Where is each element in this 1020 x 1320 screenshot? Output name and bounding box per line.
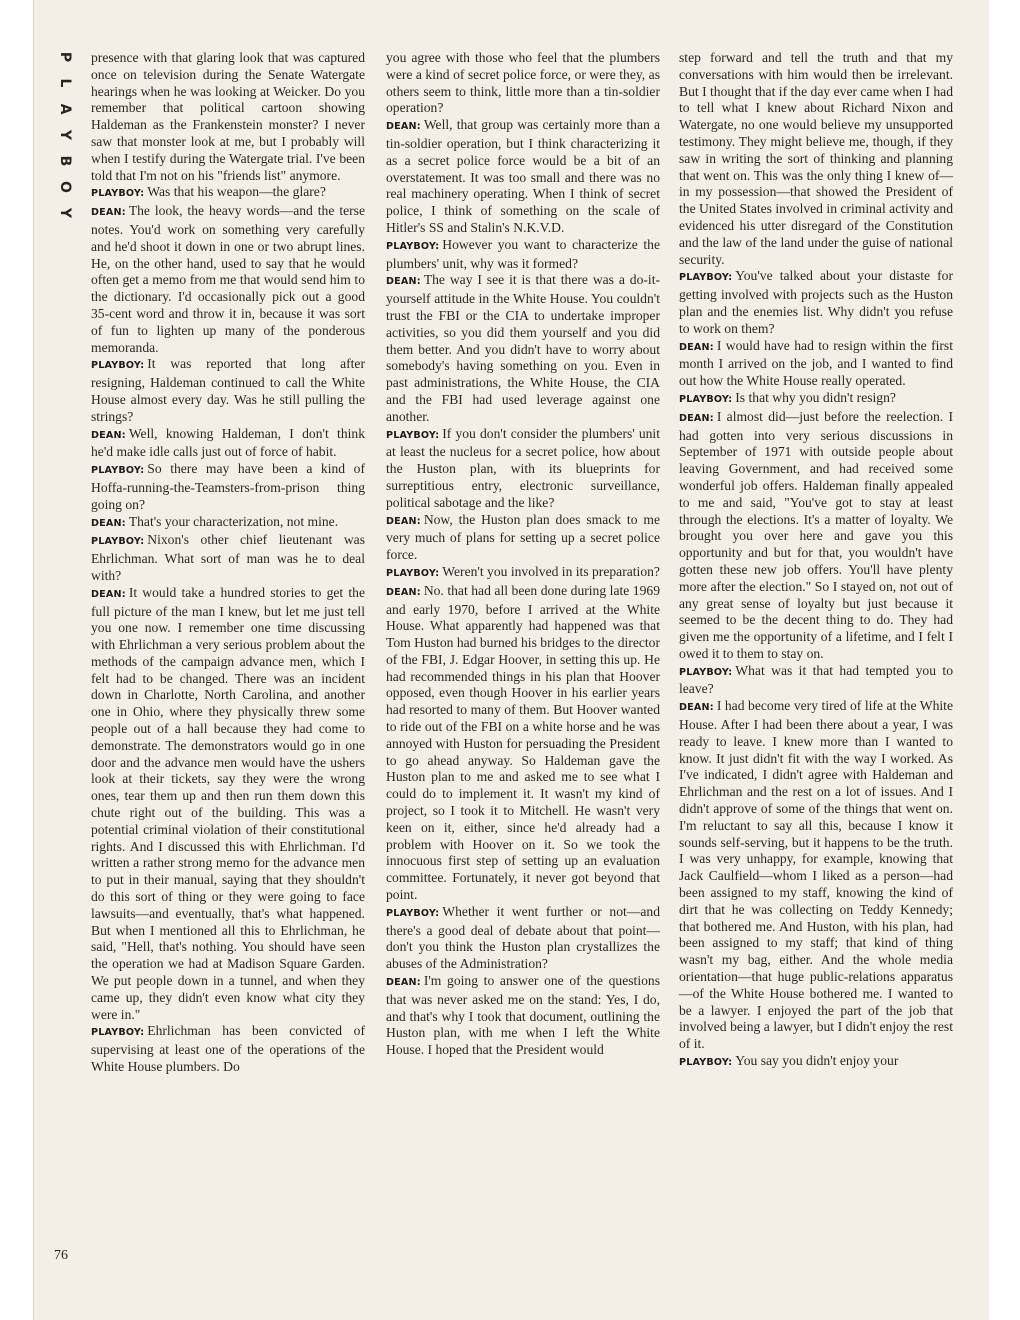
interview-paragraph [91,461,365,513]
interview-paragraph [679,1053,953,1072]
text-column-2 [386,50,660,1059]
interview-paragraph [386,117,660,237]
paragraph-text: You've talked about your distaste for getting involved with projects such as the Huston plan and the enemies list. Why didn't you refuse to work on them? [679,268,953,336]
interview-paragraph [386,50,660,117]
paragraph-text: Ehrlichman has been convicted of supervising at least one of the operations of the White House plumbers. Do [91,1023,365,1075]
interview-paragraph [91,514,365,533]
interview-paragraph [91,532,365,584]
paragraph-text: Was that his weapon—the glare? [147,184,326,200]
interview-paragraph [91,184,365,203]
speaker-label: DEAN: [679,702,714,714]
paragraph-text: I would have had to resign within the first month I arrived on the job, and I wanted to find out how the White House really operated. [679,337,953,389]
speaker-label: PLAYBOY: [91,360,145,372]
paragraph-text: That's your characterization, not mine. [128,513,339,529]
speaker-label: DEAN: [386,515,421,527]
speaker-label: PLAYBOY: [386,567,440,579]
interview-paragraph [679,390,953,409]
interview-paragraph [679,698,953,1053]
paragraph-text: step forward and tell the truth and that my conversations with him would then be irrelevant. But I thought that if the day ever came when I had to tell what I knew about Richard Nixon and Watergate, no one would believe my unsupported testimony. They might believe me, though, if they saw in writing the sort of thinking and planning that went on. This was the only thing I knew of—in my possession—that showed the President of the United States involved in criminal activity and evidenced his utter disregard of the Constitution and the law of the land under the guise of national security. [679,50,953,267]
paragraph-text: You say you didn't enjoy your [735,1053,899,1069]
paragraph-text: Well, that group was certainly more than a tin-soldier operation, but I think characterizing it as a secret police force would be a bit of an overstatement. It was too small and there was no real machinery operating. When I think of secret police, I think of something on the scale of Hitler's SS and Stalin's N.K.V.D. [386,117,660,235]
interview-paragraph [91,426,365,462]
paragraph-text: The look, the heavy words—and the terse notes. You'd work on something very carefully and he'd shoot it down in one or two abrupt lines. He, on the other hand, used to say that he would often get a memo from me that would send him to the dictionary. I'd occasionally pick out a good 35-cent word and throw it in, because it was sort of fun to lighten up many of the ponderous memoranda. [91,203,365,355]
speaker-label: PLAYBOY: [91,188,145,200]
paragraph-text: I'm going to answer one of the questions that was never asked me on the stand: Yes, I do, and that's why I took that document, outlining the Huston plan, with me when I left the White House. I hoped that the President would [386,973,660,1058]
interview-paragraph [91,356,365,425]
paragraph-text: No. that had all been done during late 1969 and early 1970, before I arrived at the White House. What apparently had happened was that Tom Huston had burned his bridges to the director of the FBI, J. Edgar Hoover, in setting this up. He had recommended things in his plan that Hoover opposed, even though Hoover in his earlier years had resorted to many of them. But Hoover wanted to ride out of the FBI on a white horse and he was annoyed with Huston for persuading the President to go ahead anyway. So Haldeman gave the Huston plan to me and asked me to see what I could do to implement it. It wasn't my kind of project, so I took it to Mitchell. He wasn't very keen on it, either, since he'd already had a problem with Hoover on it. So we took the innocuous first step of setting up an evaluation committee. Fortunately, it never got beyond that point. [386,582,660,903]
interview-paragraph [386,973,660,1059]
speaker-label: PLAYBOY: [91,1027,145,1039]
speaker-label: DEAN: [91,517,126,529]
paragraph-text: It would take a hundred stories to get the full picture of the man I knew, but let me just tell you one now. I remember one time discussing with Ehrlichman a very serious problem about the methods of the campaign advance men, which I felt had to be changed. There was an incident down in Charlotte, North Carolina, and another one in Ohio, where they physically threw some people out of a hall because they had come to demonstrate. The demonstrators would go in one door and the advance men would have the ushers look at their tickets, say they were the wrong ones, tear them up and then run them down this chute right out of the building. This was a potential criminal violation of their constitutional rights. And I discussed this with Ehrlichman. I'd written a rather strong memo for the advance men to put in their manual, saying that they shouldn't do this sort of thing or they were going to face lawsuits—and eventually, that's what happened. But when I mentioned all this to Ehrlichman, he said, "Hell, that's nothing. You should have seen the operation we had at Madison Square Garden. We put people down in a tunnel, and when they came up, they didn't even know what city they were in." [91,584,365,1022]
logo-letter: O [57,181,73,193]
playboy-side-logo [54,44,76,226]
logo-letter: Y [57,129,73,141]
logo-letter: Y [57,207,73,219]
speaker-label: PLAYBOY: [386,240,440,252]
paragraph-text: Well, knowing Haldeman, I don't think he'd make idle calls just out of force of habit. [91,425,365,460]
speaker-label: DEAN: [91,588,126,600]
text-column-1 [91,50,365,1076]
interview-paragraph [679,663,953,699]
paragraph-text: I almost did—just before the reelection. I had gotten into very serious discussions in September of 1971 with outside people about leaving Government, and had received some wonderful job offers. Haldeman finally appealed to me and said, "You've got to stay at least through the elections. It's a matter of loyalty. We brought you over here and gave you this opportunity and but for that, you wouldn't have gotten these new job offers. You'll have plenty more after the election." So I stayed on, not out of any great sense of loyalty but just because it seemed to be the decent thing to do. They had given me the opportunity of a lifetime, and I felt I owed it to them to stay on. [679,408,953,661]
speaker-label: DEAN: [679,341,714,353]
logo-letter: P [57,51,73,63]
interview-paragraph [679,50,953,268]
interview-paragraph [679,268,953,337]
paragraph-text: However you want to characterize the plumbers' unit, why was it formed? [386,236,660,271]
interview-paragraph [386,272,660,425]
logo-letter: L [57,78,73,88]
interview-paragraph [91,50,365,184]
paragraph-text: What was it that had tempted you to leave? [679,662,953,697]
interview-paragraph [91,585,365,1024]
paragraph-text: The way I see it is that there was a do-it-yourself attitude in the White House. You couldn't trust the FBI or the CIA to undertake improper activities, so you did them yourself and you did them better. And you didn't have to worry about somebody's having something on you. Even in past administrations, the White House, the CIA and the FBI had used leverage against one another. [386,272,660,424]
paragraph-text: It was reported that long after resigning, Haldeman continued to call the White House almost every day. Was he still pulling the strings? [91,356,365,424]
paragraph-text: Nixon's other chief lieutenant was Ehrlichman. What sort of man was he to deal with? [91,532,365,583]
paragraph-text: you agree with those who feel that the plumbers were a kind of secret police force, or were they, as others seem to think, little more than a tin-soldier operation? [386,50,660,116]
speaker-label: DEAN: [386,977,421,989]
paragraph-text: presence with that glaring look that was captured once on television during the Senate Watergate hearings when he was looking at Weicker. Do you remember that political cartoon showing Haldeman as the Frankenstein monster? I never saw that monster look at me, but I probably will when I testify during the Watergate trial. I've been told that I'm not on his "friends list" anymore. [91,50,365,183]
speaker-label: PLAYBOY: [91,465,145,477]
paragraph-text: Now, the Huston plan does smack to me very much of plans for setting up a secret police force. [386,511,660,563]
speaker-label: DEAN: [679,412,714,424]
page-number: 76 [54,1248,68,1263]
interview-paragraph [386,237,660,273]
speaker-label: DEAN: [386,121,421,133]
speaker-label: DEAN: [386,586,421,598]
interview-paragraph [91,1023,365,1075]
speaker-label: PLAYBOY: [679,1057,733,1069]
interview-paragraph [386,512,660,564]
text-column-3 [679,50,953,1072]
interview-paragraph [386,904,660,973]
speaker-label: PLAYBOY: [679,272,733,284]
speaker-label: DEAN: [91,207,126,219]
paragraph-text: Weren't you involved in its preparation? [442,563,660,579]
logo-letter: B [57,155,73,167]
paragraph-text: I had become very tired of life at the White House. After I had been there about a year, I was ready to leave. I knew more than I wanted to know. It just didn't fit with the way I worked. As I've indicated, I didn't agree with Haldeman and Ehrlichman and the rest on a lot of issues. And I didn't approve of some of the things that went on. I'm reluctant to say all this, because I know it sounds self-serving, but it happens to be the truth. I was very unhappy, for example, knowing that Jack Caulfield—whom I liked as a person—had been assigned to my staff, knowing the kind of dirt that he was collecting on Teddy Kennedy; that bothered me. And Huston, with his plan, had been assigned to my staff; that kind of thing wasn't my bag, either. And the whole media orientation—that huge public-relations apparatus—of the White House bothered me. I wanted to be a lawyer. I enjoyed the part of the job that involved being a lawyer, but I didn't enjoy the rest of it. [679,698,953,1052]
speaker-label: PLAYBOY: [386,429,440,441]
paragraph-text: If you don't consider the plumbers' unit at least the nucleus for a secret police, how about the Huston plan, with its blueprints for surreptitious entry, electronic surveillance, political sabotage and the like? [386,425,660,510]
interview-paragraph [386,583,660,904]
paragraph-text: Is that why you didn't resign? [735,389,896,405]
paragraph-text: Whether it went further or not—and there's a good deal of debate about that point—don't you think the Huston plan crystallizes the abuses of the Administration? [386,903,660,972]
speaker-label: DEAN: [386,276,421,288]
speaker-label: DEAN: [91,429,126,441]
logo-letter: A [57,103,73,115]
interview-paragraph [91,203,365,356]
interview-paragraph [386,426,660,512]
speaker-label: PLAYBOY: [679,393,733,405]
interview-paragraph [679,338,953,390]
magazine-page [33,0,989,1320]
speaker-label: PLAYBOY: [91,536,145,548]
speaker-label: PLAYBOY: [386,907,440,919]
interview-paragraph [679,409,953,663]
interview-paragraph [386,564,660,583]
paragraph-text: So there may have been a kind of Hoffa-running-the-Teamsters-from-prison thing going on? [91,461,365,512]
speaker-label: PLAYBOY: [679,666,733,678]
